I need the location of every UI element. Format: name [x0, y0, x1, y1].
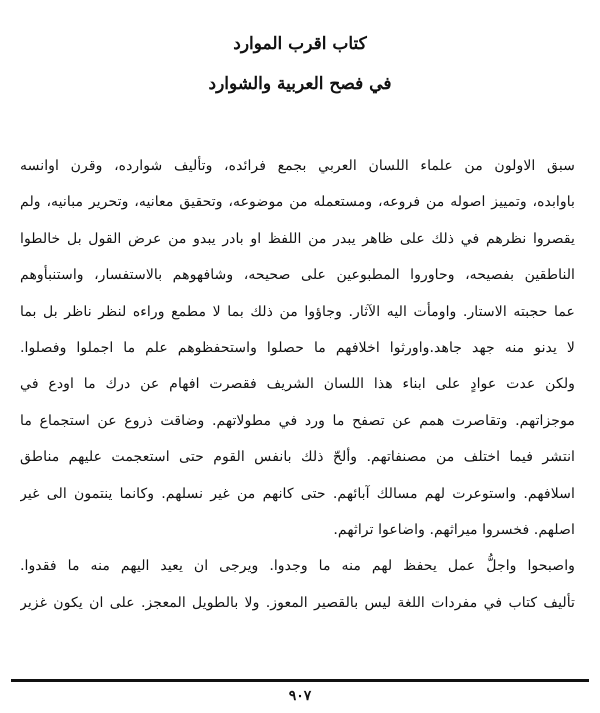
text-line: الناطقين بفصيحه، وحاوروا المطبوعين على صحيحه، وشافهوهم بالاستفسار، واستنبأوهم — [20, 267, 575, 284]
footer-rule — [11, 679, 589, 682]
text-line: واصبحوا واجلُّ عمل يحفظ لهم منه ما وجدوا. ويرجى ان يعيد اليهم منه ما فقدوا. — [20, 558, 575, 575]
text-line: اسلافهم. واستوعرت لهم مسالك آبائهم. حتى كانهم من غير نسلهم. وكانما ينتمون الى غير — [20, 485, 575, 502]
text-line: اصلهم. فخسروا ميراثهم. واضاعوا تراثهم. — [333, 521, 575, 538]
text-line: انتشر فيما اختلف من مصنفاتهم. وألحّ ذلك بانفس القوم حتى استعجمت عليهم مناطق — [20, 449, 575, 466]
text-line: موجزاتهم. وتقاصرت همم عن تصفح ما ورد في مطولاتهم. وضاقت ذروع عن استجماع ما — [20, 412, 575, 429]
text-line: ولكن عدت عوادٍ على ابناء هذا اللسان الشريف فقصرت افهام عن درك ما اودع في — [20, 376, 575, 393]
text-line: سبق الاولون من علماء اللسان العربي بجمع فرائده، وتأليف شوارده، وقرن اوانسه — [20, 158, 575, 174]
text-line: تأليف كتاب في مفردات اللغة ليس بالقصير المعوز. ولا بالطويل المعجز. على ان يكون غزير — [20, 594, 575, 611]
text-line: يقصروا نظرهم في ذلك على ظاهر يبدر من اللفظ او بادر يبدو من عرض القول بل خالطوا — [20, 230, 575, 247]
text-line: عما حجبته الاستار. واومأت اليه الآثار. وجاؤوا من ذلك بما لا مطمع وراءه لنظر ناظر بل بما — [20, 303, 575, 320]
book-title: كتاب اقرب الموارد — [233, 34, 367, 54]
page-number: ٩٠٧ — [288, 688, 312, 704]
book-subtitle: في فصح العربية والشوارد — [208, 74, 392, 94]
text-line: لا يدنو منه جهد جاهد.واورثوا اخلافهم ما حصلوا واستحفظوهم علم ما اجملوا وفصلوا. — [20, 339, 575, 356]
text-line: باوابده، وتمييز اصوله من فروعه، ومستعمله من موضوعه، وتحقيق معانيه، وتحرير مبانيه، ولم — [20, 194, 575, 211]
body-text — [20, 148, 575, 621]
